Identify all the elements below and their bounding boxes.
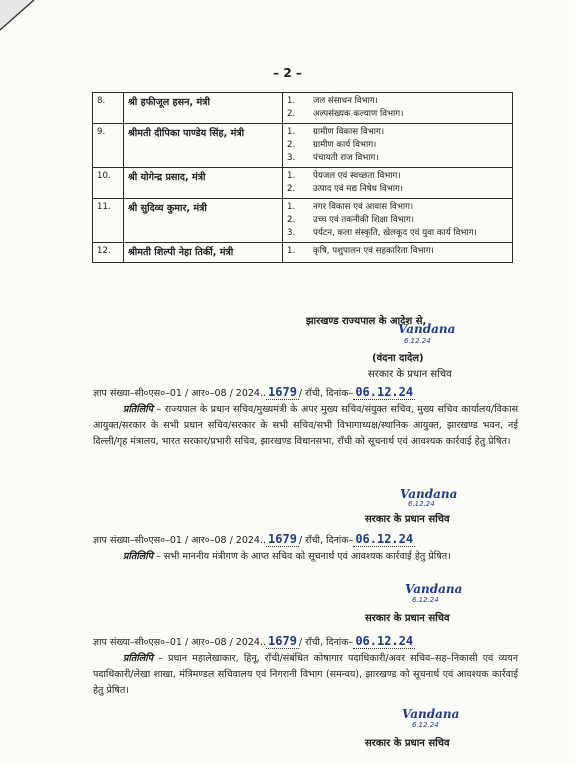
department-item: 2. उच्च एवं तकनीकी शिक्षा विभाग। [287, 215, 415, 225]
memo-body: प्रतिलिपि – प्रधान महालेखाकार, हिनू, राँची/संबंधित कोषागार पदाधिकारी/अवर सचिव–सह–निकासी एवं व्ययन पदाधिकारी/लेखा शाखा, मंत्रिमण्डल सचिवालय एवं निगरानी विभाग (समन्वय), झारखण्ड को सूचनार्थ एवं आवश्यक कार्रवाई हेतु प्रेषित। [93, 653, 518, 696]
table-row [93, 243, 513, 263]
signer-title: सरकार के प्रधान सचिव [365, 514, 450, 525]
signature: Vandana [405, 582, 463, 596]
department-item: 1. नगर विकास एवं आवास विभाग। [287, 202, 414, 212]
memo-line: ज्ञाप संख्या–सी०एस०–01 / आर०–08 / 2024.. 1679 / राँची, दिनांक– 06.12.24 [93, 634, 414, 648]
memo-number: 1679 [268, 385, 297, 399]
memo-date: 06.12.24 [355, 385, 414, 399]
department-item: 2. उत्पाद एवं मद्य निषेध विभाग। [287, 184, 404, 194]
department-item: 1. ग्रामीण विकास विभाग। [287, 127, 385, 137]
memo-line: ज्ञाप संख्या–सी०एस०–01 / आर०–08 / 2024.. 1679 / राँची, दिनांक– 06.12.24 [93, 532, 414, 546]
minister-name: श्री सुदिव्य कुमार, मंत्री [124, 199, 283, 243]
minister-name: श्रीमती दीपिका पाण्डेय सिंह, मंत्री [124, 124, 283, 168]
memo-body: प्रतिलिपि – सभी माननीय मंत्रीगण के आप्त सचिव को सूचनार्थ एवं आवश्यक कार्रवाई हेतु प्रेषित। [123, 551, 451, 562]
department-list [283, 93, 513, 124]
minister-name: श्री हफीजूल हसन, मंत्री [124, 93, 283, 124]
signer-title: सरकार के प्रधान सचिव [365, 738, 450, 749]
department-item: 1. जल संसाधन विभाग। [287, 96, 378, 106]
signer-title: सरकार के प्रधान सचिव [368, 369, 452, 380]
memo-body: प्रतिलिपि – राज्यपाल के प्रधान सचिव/मुख्यमंत्री के अपर मुख्य सचिव/संयुक्त सचिव, मुख्य सचिव कार्यालय/विकास आयुक्त/सरकार के सभी प्रधान सचिव/सरकार के सभी सचिव/सभी विभागाध्यक्ष/स्थानिक आयुक्त, झारखण्ड भवन, नई दिल्ली/गृह मंत्रालय, भारत सरकार/प्रभारी सचिव, झारखण्ड विधानसभा, राँची को सूचनार्थ एवं आवश्यक कार्रवाई हेतु प्रेषित। [93, 404, 518, 447]
table-row [93, 93, 513, 124]
serial-number: 11. [93, 199, 124, 243]
signature: Vandana [400, 487, 458, 501]
table-row [93, 124, 513, 168]
signature-date: 6.12.24 [408, 500, 435, 508]
department-list [283, 243, 513, 263]
serial-number: 10. [93, 168, 124, 199]
signer-name: (वंदना दादेल) [372, 353, 424, 364]
memo-line: ज्ञाप संख्या–सी०एस०–01 / आर०–08 / 2024.. 1679 / राँची, दिनांक– 06.12.24 [93, 385, 414, 399]
department-item: 3. पंचायती राज विभाग। [287, 153, 379, 163]
minister-name: श्री योगेन्द्र प्रसाद, मंत्री [124, 168, 283, 199]
signature-date: 6.12.24 [404, 337, 431, 345]
table-row [93, 199, 513, 243]
minister-name: श्रीमती शिल्पी नेहा तिर्की, मंत्री [124, 243, 283, 263]
department-item: 3. पर्यटन, कला संस्कृति, खेलकूद एवं युवा कार्य विभाग। [287, 228, 477, 238]
department-list [283, 168, 513, 199]
memo-number: 1679 [268, 634, 297, 648]
department-list [283, 124, 513, 168]
serial-number: 9. [93, 124, 124, 168]
serial-number: 8. [93, 93, 124, 124]
table-row [93, 168, 513, 199]
memo-number: 1679 [268, 532, 297, 546]
department-item: 2. अल्पसंख्यक कल्याण विभाग। [287, 109, 404, 119]
department-list [283, 199, 513, 243]
department-item: 2. ग्रामीण कार्य विभाग। [287, 140, 377, 150]
signature-date: 6.12.24 [412, 721, 439, 729]
serial-number: 12. [93, 243, 124, 263]
department-item: 1. पेयजल एवं स्वच्छता विभाग। [287, 171, 401, 181]
signer-title: सरकार के प्रधान सचिव [365, 613, 450, 624]
page-corner-fold [0, 0, 50, 40]
signature-date: 6.12.24 [412, 596, 439, 604]
order-line: झारखण्ड राज्यपाल के आदेश से, [306, 316, 427, 327]
signature: Vandana [402, 707, 460, 721]
department-item: 1. कृषि, पशुपालन एवं सहकारिता विभाग। [287, 246, 434, 256]
ministers-table [92, 92, 513, 263]
page-number: – 2 – [273, 66, 302, 80]
memo-date: 06.12.24 [355, 634, 414, 648]
memo-date: 06.12.24 [355, 532, 414, 546]
signature: Vandana [398, 322, 456, 336]
